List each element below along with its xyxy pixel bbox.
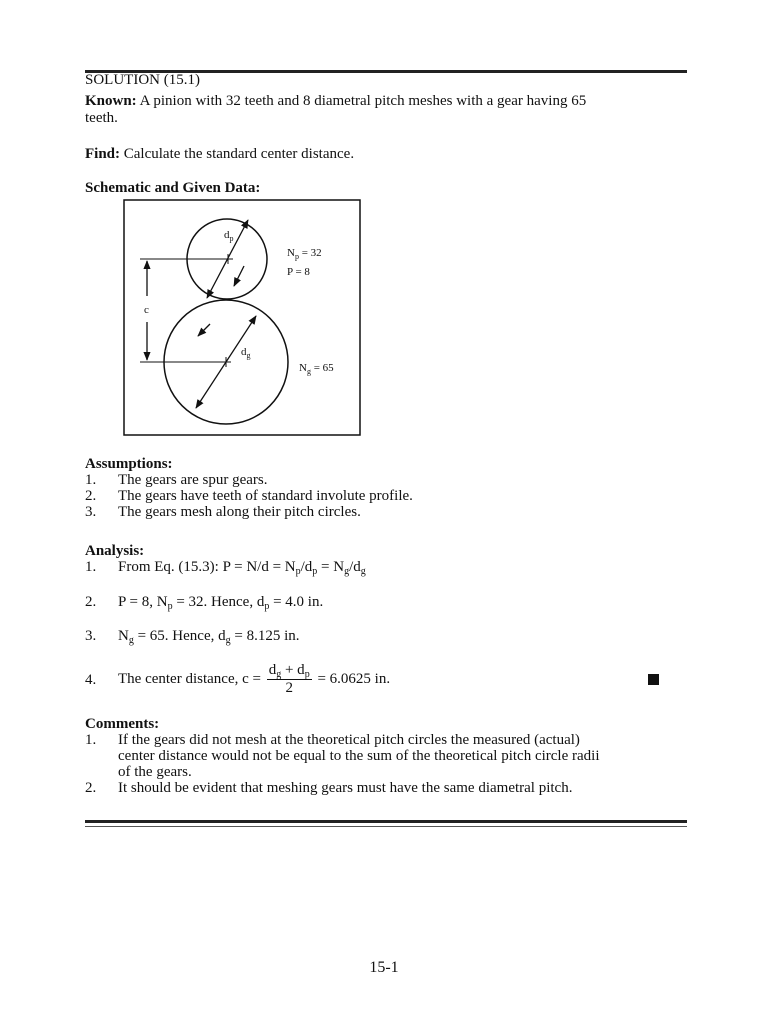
bottom-rule <box>85 820 687 823</box>
find-paragraph <box>85 146 685 162</box>
analysis-item-2: 2. P = 8, $N_p = 32$. Hence, $d_p = 4.0$ in. <box>85 594 324 612</box>
assumptions-heading: Assumptions: <box>85 456 173 472</box>
solution-title: SOLUTION (15.1) <box>85 72 200 88</box>
comment-item: 1. If the gears did not mesh at the theoretical pitch circles the measured (actual) center distance would not be equal to the sum of the theoretical pitch circle radii of the gears. <box>85 732 600 780</box>
gear-teeth-given: $N_g = 65$ <box>299 362 334 376</box>
bottom-rule-thin <box>85 826 687 827</box>
pinion-teeth-given: $N_p = 32$ <box>287 247 322 261</box>
end-of-solution-mark <box>648 674 659 685</box>
known-label: Known: <box>85 93 137 109</box>
assumption-item: 3. The gears mesh along their pitch circles. <box>85 504 361 520</box>
known-text-line2: teeth. <box>85 110 118 126</box>
page-number: 15-1 <box>369 959 399 976</box>
comments-section <box>85 716 685 796</box>
schematic-frame <box>124 200 360 435</box>
comments-heading: Comments: <box>85 716 160 732</box>
assumption-item: 1. The gears are spur gears. <box>85 472 268 488</box>
schematic-heading: Schematic and Given Data: <box>85 180 261 196</box>
gear-rotation-arrow <box>198 324 210 336</box>
comment-item: 2. It should be evident that meshing gears must have the same diametral pitch. <box>85 780 573 796</box>
assumptions-section <box>85 456 685 520</box>
gear-schematic <box>120 198 362 438</box>
find-text: Calculate the standard center distance. <box>123 146 355 162</box>
analysis-item-4: 4. The center distance, c = $\frac{d_g + d_p}{2}$ = 6.0625 in. <box>85 662 391 696</box>
known-paragraph <box>85 93 685 127</box>
known-text-line1: A pinion with 32 teeth and 8 diametral pitch meshes with a gear having 65 <box>139 93 587 109</box>
assumption-item: 2. The gears have teeth of standard involute profile. <box>85 488 413 504</box>
pinion-rotation-arrow <box>234 266 244 286</box>
find-label: Find: <box>85 146 121 162</box>
analysis-item-3: 3. $N_g = 65$. Hence, $d_g = 8.125$ in. <box>85 628 300 646</box>
diametral-pitch-given: P = 8 <box>287 266 310 278</box>
gear-diameter-label: $d_g$ <box>241 346 251 360</box>
center-distance-label: c <box>144 304 149 316</box>
center-distance-fraction: $\frac{d_g + d_p}{2}$ <box>268 662 310 696</box>
analysis-heading: Analysis: <box>85 543 145 559</box>
pinion-diameter-label: $d_p$ <box>224 229 234 243</box>
analysis-item-1: 1. From Eq. (15.3): $P = N/d = N_p/d_p = N_g/d_g$ <box>85 559 366 577</box>
